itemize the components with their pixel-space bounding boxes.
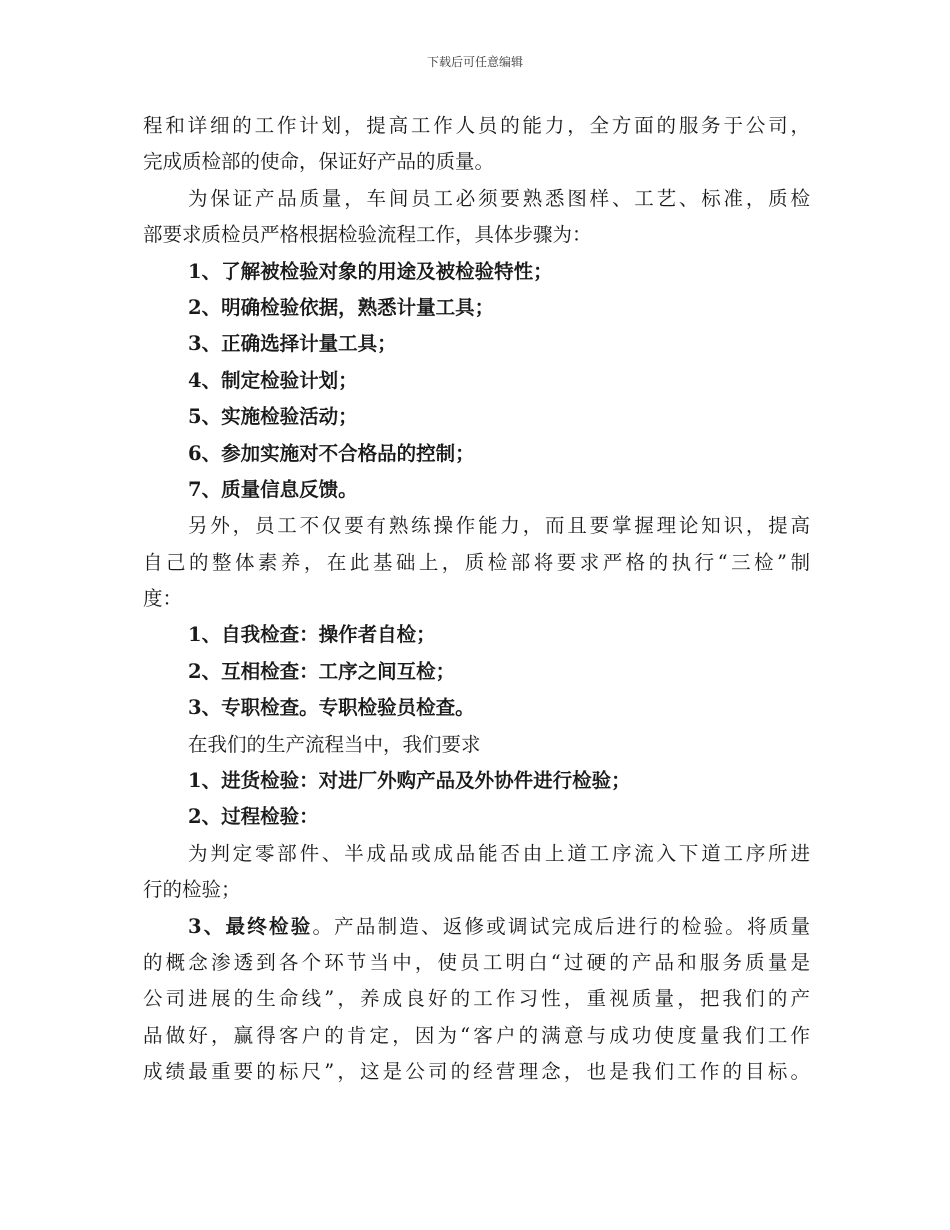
- bold-text-segment: 3、最终检验: [188, 914, 313, 938]
- text-line: [143, 181, 810, 217]
- text-line: [143, 617, 810, 653]
- text-segment: 另外，员工不仅要有熟练操作能力，而且要掌握理论知识，提高: [188, 514, 810, 538]
- text-segment: 为保证产品质量，车间员工必须要熟悉图样、工艺、标准，质检: [188, 186, 810, 210]
- text-segment: 程和详细的工作计划，提高工作人员的能力，全方面的服务于公司，: [143, 114, 810, 137]
- text-segment: 为判定零部件、半成品或成品能否由上道工序流入下道工序所进: [188, 841, 810, 865]
- text-line: [143, 981, 810, 1017]
- bold-text-segment: 1、了解被检验对象的用途及被检验特性；: [188, 259, 553, 283]
- text-line: [143, 690, 810, 726]
- text-segment: 成绩最重要的标尺”，这是公司的经营理念，也是我们工作的目标。: [143, 1060, 810, 1084]
- text-line: [143, 727, 810, 763]
- text-line: [143, 508, 810, 544]
- bold-text-segment: 3、正确选择计量工具；: [188, 332, 397, 356]
- text-line: [143, 945, 810, 981]
- text-line: [143, 1018, 810, 1054]
- text-line: [143, 581, 810, 617]
- text-segment: 行的检验；: [143, 878, 241, 902]
- bold-text-segment: 4、制定检验计划；: [188, 368, 358, 392]
- text-line: [143, 763, 810, 799]
- text-line: [143, 654, 810, 690]
- bold-text-segment: 6、参加实施对不合格品的控制；: [188, 441, 475, 465]
- text-segment: 在我们的生产流程当中，我们要求: [188, 732, 481, 756]
- document-body: [143, 108, 810, 1091]
- text-line: [143, 1054, 810, 1090]
- bold-text-segment: 1、自我检查：操作者自检；: [188, 623, 436, 647]
- text-line: [143, 363, 810, 399]
- bold-text-segment: 1、进货检验：对进厂外购产品及外协件进行检验；: [188, 769, 631, 793]
- text-line: [143, 799, 810, 835]
- text-line: [143, 909, 810, 945]
- text-segment: 完成质检部的使命，保证好产品的质量。: [143, 150, 495, 174]
- text-line: [143, 436, 810, 472]
- bold-text-segment: 2、过程检验：: [188, 805, 319, 829]
- text-line: [143, 836, 810, 872]
- text-line: [143, 326, 810, 362]
- text-segment: 部要求质检员严格根据检验流程工作，具体步骤为：: [143, 223, 592, 247]
- text-segment: 的概念渗透到各个环节当中，使员工明白“过硬的产品和服务质量是: [143, 950, 810, 974]
- bold-text-segment: 3、专职检查。专职检验员检查。: [188, 696, 475, 720]
- text-line: [143, 290, 810, 326]
- bold-text-segment: 2、明确检验依据，熟悉计量工具；: [188, 295, 495, 319]
- text-line: [143, 217, 810, 253]
- text-segment: 品做好，赢得客户的肯定，因为“客户的满意与成功使度量我们工作: [143, 1023, 810, 1047]
- bold-text-segment: 2、互相检查：工序之间互检；: [188, 659, 456, 683]
- bold-text-segment: 7、质量信息反馈。: [188, 477, 358, 501]
- text-segment: 度：: [143, 587, 183, 611]
- text-line: [143, 399, 810, 435]
- text-line: [143, 108, 810, 144]
- text-line: [143, 254, 810, 290]
- page-header: 下载后可任意编辑: [426, 55, 523, 69]
- text-segment: 。产品制造、返修或调试完成后进行的检验。将质量: [312, 914, 810, 938]
- text-segment: 公司进展的生命线”，养成良好的工作习性，重视质量，把我们的产: [143, 987, 810, 1011]
- text-line: [143, 144, 810, 180]
- text-line: [143, 472, 810, 508]
- text-line: [143, 545, 810, 581]
- bold-text-segment: 5、实施检验活动；: [188, 405, 358, 429]
- text-line: [143, 872, 810, 908]
- text-segment: 自己的整体素养，在此基础上，质检部将要求严格的执行“三检”制: [143, 550, 810, 574]
